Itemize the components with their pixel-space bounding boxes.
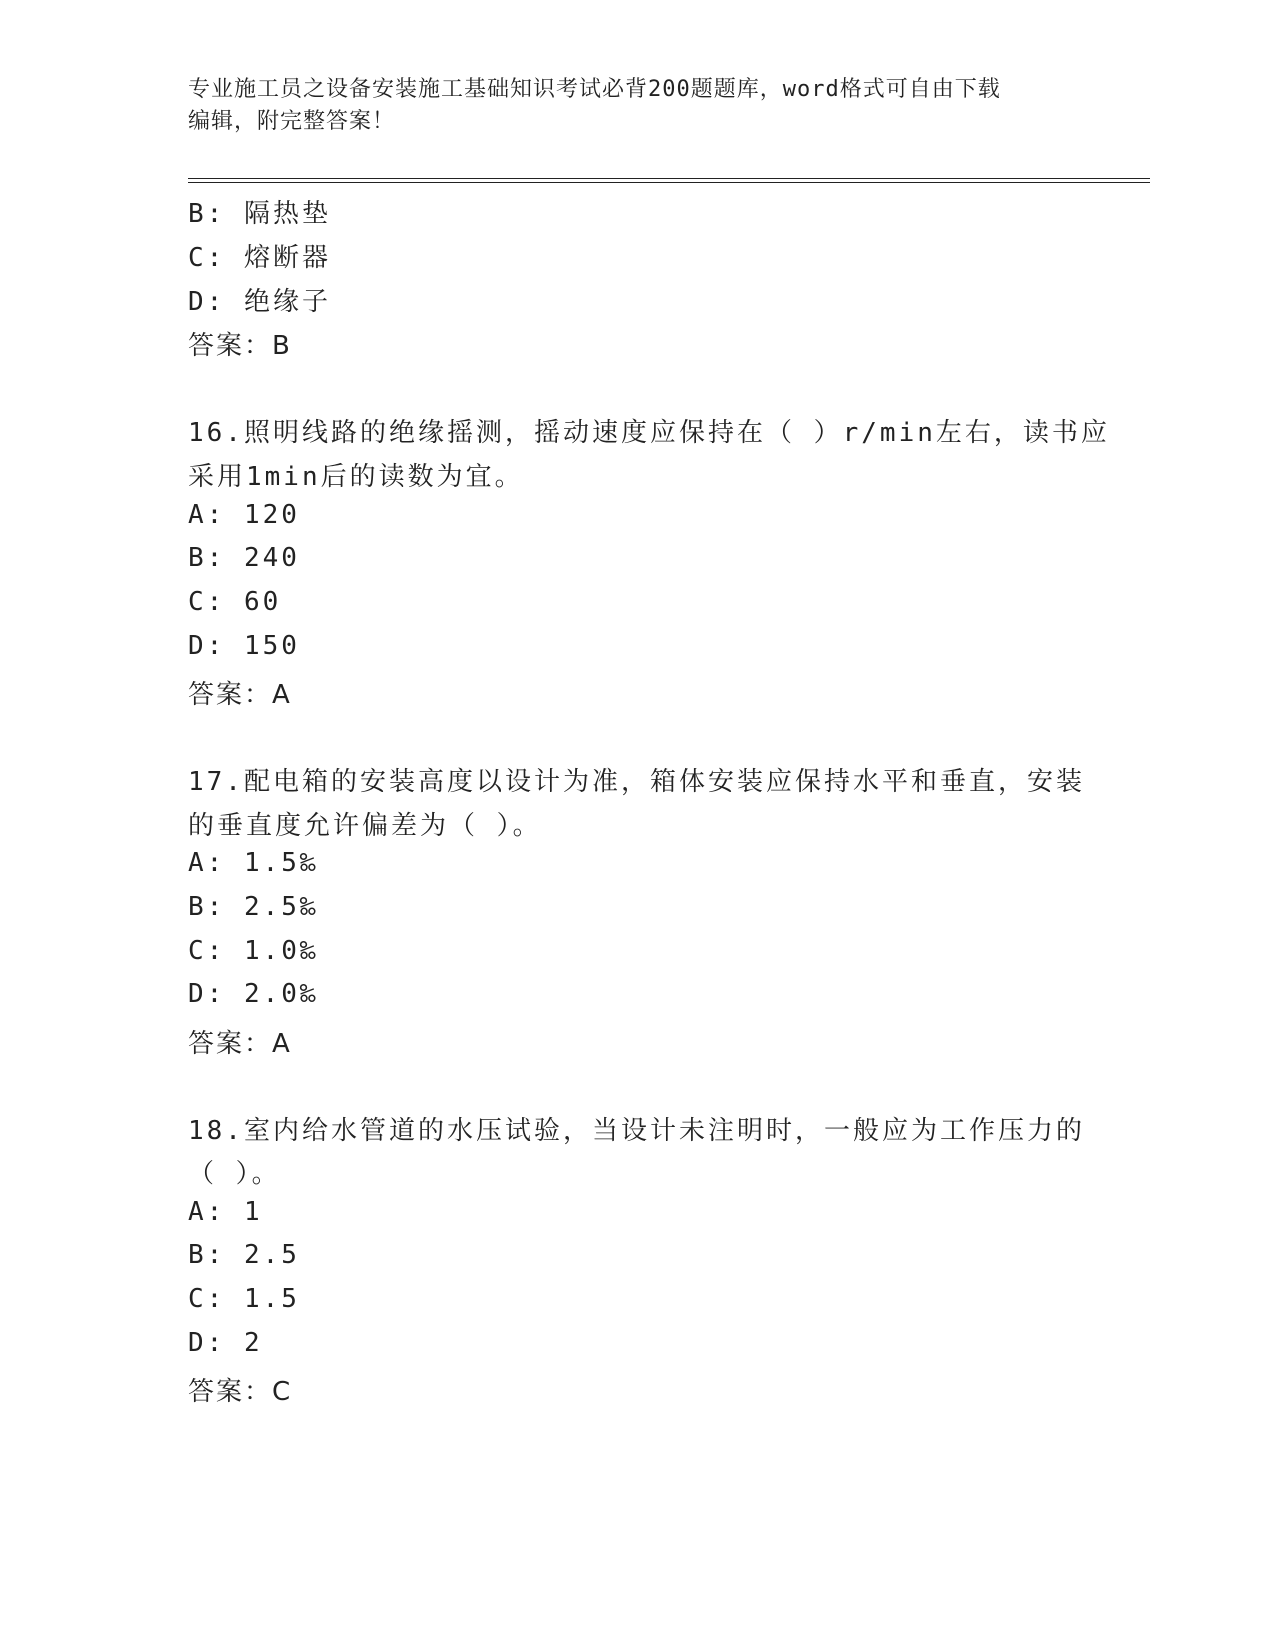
q17-option-c: C: 1.0‰ xyxy=(188,936,319,966)
q18-answer: 答案：C xyxy=(188,1377,293,1407)
q16-option-b: B: 240 xyxy=(188,543,300,573)
q15-answer: 答案：B xyxy=(188,331,292,361)
q15-option-d: D: 绝缘子 xyxy=(188,287,331,317)
q16-option-d: D: 150 xyxy=(188,631,300,661)
q18-stem-line-1: 18.室内给水管道的水压试验，当设计未注明时，一般应为工作压力的 xyxy=(188,1116,1085,1146)
q17-option-a: A: 1.5‰ xyxy=(188,848,319,878)
q18-option-b: B: 2.5 xyxy=(188,1240,300,1270)
header-title-line-2: 编辑，附完整答案！ xyxy=(188,109,396,134)
header-title-line-1: 专业施工员之设备安装施工基础知识考试必背200题题库，word格式可自由下载 xyxy=(188,77,1001,102)
q18-option-c: C: 1.5 xyxy=(188,1284,300,1314)
q16-stem-line-1: 16.照明线路的绝缘摇测，摇动速度应保持在（ ）r/min左右，读书应 xyxy=(188,418,1110,448)
q16-option-a: A: 120 xyxy=(188,500,300,530)
q15-option-b: B: 隔热垫 xyxy=(188,199,331,229)
header-divider-bottom xyxy=(188,182,1150,183)
q17-option-d: D: 2.0‰ xyxy=(188,979,319,1009)
q17-answer: 答案：A xyxy=(188,1029,292,1059)
q15-option-c: C: 熔断器 xyxy=(188,243,331,273)
q18-option-a: A: 1 xyxy=(188,1197,263,1227)
header-divider-top xyxy=(188,178,1150,179)
q18-option-d: D: 2 xyxy=(188,1328,263,1358)
document-header xyxy=(188,74,1088,138)
q17-stem-line-2: 的垂直度允许偏差为（ ）。 xyxy=(188,811,542,841)
q17-stem-line-1: 17.配电箱的安装高度以设计为准，箱体安装应保持水平和垂直，安装 xyxy=(188,767,1085,797)
q16-option-c: C: 60 xyxy=(188,587,282,617)
q17-option-b: B: 2.5‰ xyxy=(188,892,319,922)
q16-stem-line-2: 采用1min后的读数为宜。 xyxy=(188,462,524,492)
q16-answer: 答案：A xyxy=(188,680,292,710)
q18-stem-line-2: （ ）。 xyxy=(188,1159,281,1189)
